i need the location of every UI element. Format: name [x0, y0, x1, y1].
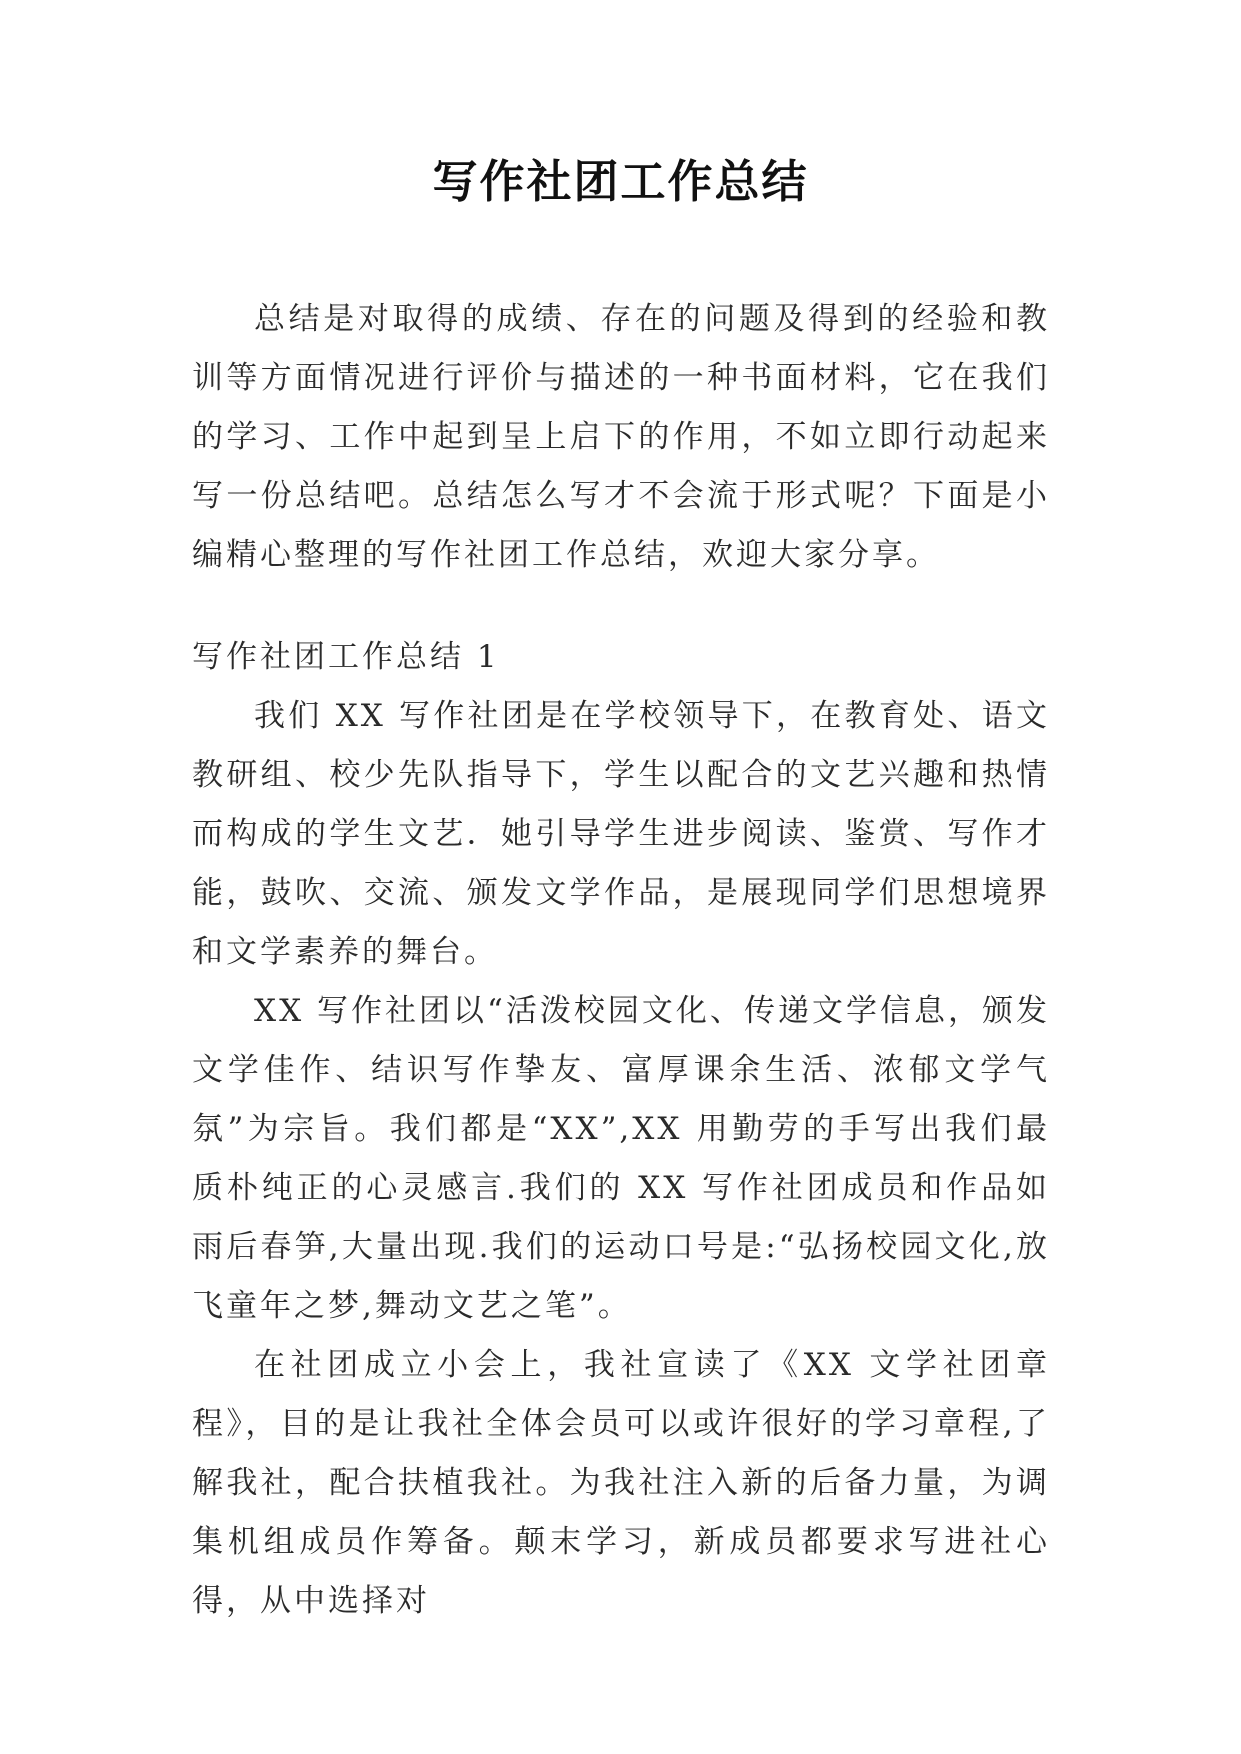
body-paragraph: 在社团成立小会上，我社宣读了《XX 文学社团章程》，目的是让我社全体会员可以或许很好的学习章程,了解我社，配合扶植我社。为我社注入新的后备力量，为调集机组成员作筹备。颠末学习，新成员都要求写进社心得，从中选择对 [192, 1347, 1050, 1619]
section-heading: 写作社团工作总结 1 [192, 639, 500, 675]
intro-paragraph: 总结是对取得的成绩、存在的问题及得到的经验和教训等方面情况进行评价与描述的一种书面材料，它在我们的学习、工作中起到呈上启下的作用，不如立即行动起来写一份总结吧。总结怎么写才不会流于形式呢？下面是小编精心整理的写作社团工作总结，欢迎大家分享。 [192, 301, 1050, 573]
document-title: 写作社团工作总结 [432, 155, 809, 208]
body-paragraph: XX 写作社团以“活泼校园文化、传递文学信息，颁发文学佳作、结识写作挚友、富厚课余生活、浓郁文学气氛”为宗旨。我们都是“XX”,XX 用勤劳的手写出我们最质朴纯正的心灵感言.我们的 XX 写作社团成员和作品如雨后春笋,大量出现.我们的运动口号是:“弘扬校园文化,放飞童年之梦,舞动文艺之笔”。 [192, 993, 1050, 1324]
document-body [192, 290, 1050, 1631]
body-paragraph: 我们 XX 写作社团是在学校领导下，在教育处、语文教研组、校少先队指导下，学生以配合的文艺兴趣和热情而构成的学生文艺．她引导学生进步阅读、鉴赏、写作才能，鼓吹、交流、颁发文学作品，是展现同学们思想境界和文学素养的舞台。 [192, 698, 1050, 970]
